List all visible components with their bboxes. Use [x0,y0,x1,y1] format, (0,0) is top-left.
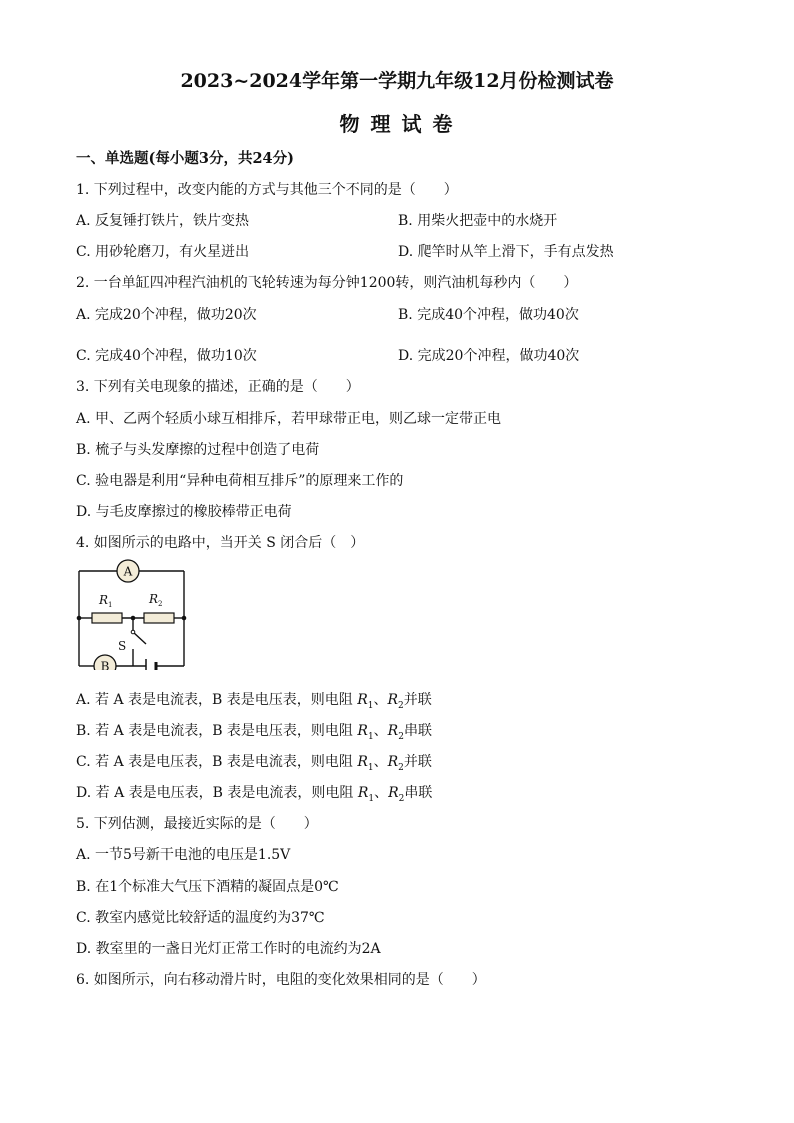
question-1-stem: 1. 下列过程中，改变内能的方式与其他三个不同的是（ ） [76,182,458,198]
r2-subscript: 2 [158,600,163,608]
question-3-option-c: C. 验电器是利用“异种电荷相互排斥”的原理来工作的 [76,473,404,489]
resistor-r2 [144,613,174,623]
question-5-stem: 5. 下列估测，最接近实际的是（ ） [76,816,318,832]
question-3-stem: 3. 下列有关电现象的描述，正确的是（ ） [76,379,360,395]
question-5-option-c: C. 教室内感觉比较舒适的温度约为37℃ [76,910,325,926]
question-4-option-a: A. 若 A 表是电流表，B 表是电压表，则电阻 $R_1$、$R_2$并联 [76,692,432,711]
question-4-stem: 4. 如图所示的电路中，当开关 S 闭合后（ ） [76,535,365,551]
question-1-option-d: D. 爬竿时从竿上滑下，手有点发热 [398,244,614,260]
question-3-option-a: A. 甲、乙两个轻质小球互相排斥，若甲球带正电，则乙球一定带正电 [76,411,502,427]
question-1-option-b: B. 用柴火把壶中的水烧开 [398,213,558,229]
r1-label: R [99,593,109,607]
r2-label: R [149,592,159,606]
question-1-option-c: C. 用砂轮磨刀，有火星迸出 [76,244,250,260]
question-2-option-c: C. 完成40个冲程，做功10次 [76,348,257,364]
question-3-option-b: B. 梳子与头发摩擦的过程中创造了电荷 [76,442,320,458]
question-2-stem: 2. 一台单缸四冲程汽油机的飞轮转速为每分钟1200转，则汽油机每秒内（ ） [76,275,578,291]
question-2-option-d: D. 完成20个冲程，做功40次 [398,348,580,364]
question-4-option-d: D. 若 A 表是电压表，B 表是电流表，则电阻 $R_1$、$R_2$串联 [76,785,433,804]
r1-subscript: 1 [108,601,113,609]
question-1-option-a: A. 反复锤打铁片，铁片变热 [76,213,250,229]
meter-b-label: B [100,659,110,670]
question-4-option-c: C. 若 A 表是电压表，B 表是电流表，则电阻 $R_1$、$R_2$并联 [76,754,432,773]
switch-label: S [118,639,127,653]
question-4-option-b: B. 若 A 表是电流表，B 表是电压表，则电阻 $R_1$、$R_2$串联 [76,723,432,742]
question-2-option-b: B. 完成40个冲程，做功40次 [398,307,579,323]
question-2-option-a: A. 完成20个冲程，做功20次 [76,307,257,323]
resistor-r1 [92,613,122,623]
question-5-option-a: A. 一节5号新干电池的电压是1.5V [76,847,291,863]
exam-title: 2023~2024学年第一学期九年级12月份检测试卷 [180,70,614,92]
exam-subtitle: 物 理 试 卷 [339,112,455,136]
question-6-stem: 6. 如图所示，向右移动滑片时，电阻的变化效果相同的是（ ） [76,972,486,988]
question-3-option-d: D. 与毛皮摩擦过的橡胶棒带正电荷 [76,504,292,520]
question-5-option-b: B. 在1个标准大气压下酒精的凝固点是0℃ [76,879,339,895]
question-5-option-d: D. 教室里的一盏日光灯正常工作时的电流约为2A [76,941,381,957]
meter-a-label: A [123,564,133,579]
circuit-diagram [70,558,194,670]
section-heading: 一、单选题(每小题3分，共24分) [76,150,294,167]
